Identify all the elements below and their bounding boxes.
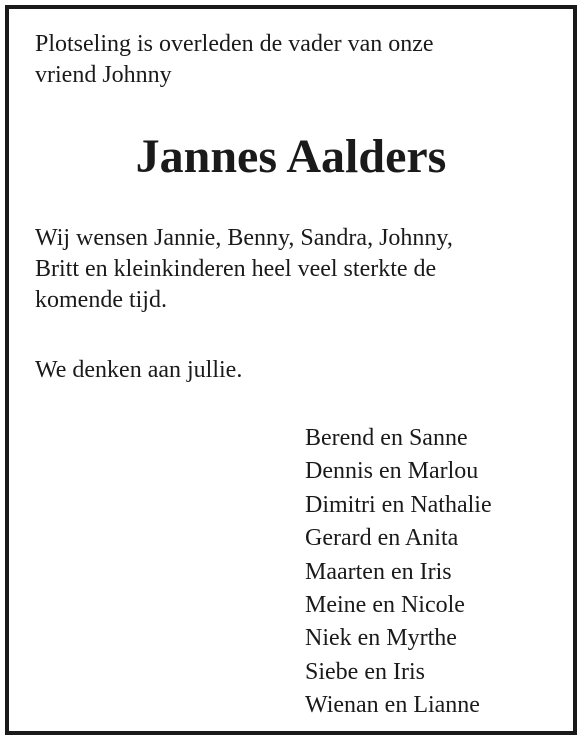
signer-name: Dimitri en Nathalie (305, 491, 492, 518)
condolence-line: komende tijd. (35, 287, 167, 313)
obituary-notice (5, 5, 577, 735)
signer-name: Siebe en Iris (305, 658, 425, 685)
intro-text (35, 29, 555, 91)
signer-name: Dennis en Marlou (305, 458, 479, 485)
signer-name: Meine en Nicole (305, 592, 465, 619)
intro-line: vriend Johnny (35, 62, 172, 88)
signer-name: Gerard en Anita (305, 525, 459, 552)
condolence-text (35, 223, 555, 316)
signer-name: Wienan en Lianne (305, 692, 480, 719)
signer-name: Niek en Myrthe (305, 625, 457, 652)
thinking-of-you-text: We denken aan jullie. (35, 357, 243, 383)
signers-list (305, 422, 492, 723)
condolence-line: Wij wensen Jannie, Benny, Sandra, Johnny, (35, 225, 453, 251)
condolence-line: Britt en kleinkinderen heel veel sterkte de (35, 256, 437, 282)
intro-line: Plotseling is overleden de vader van onze (35, 31, 434, 57)
deceased-name: Jannes Aalders (135, 130, 447, 183)
signer-name: Berend en Sanne (305, 425, 468, 451)
signer-name: Maarten en Iris (305, 558, 452, 585)
